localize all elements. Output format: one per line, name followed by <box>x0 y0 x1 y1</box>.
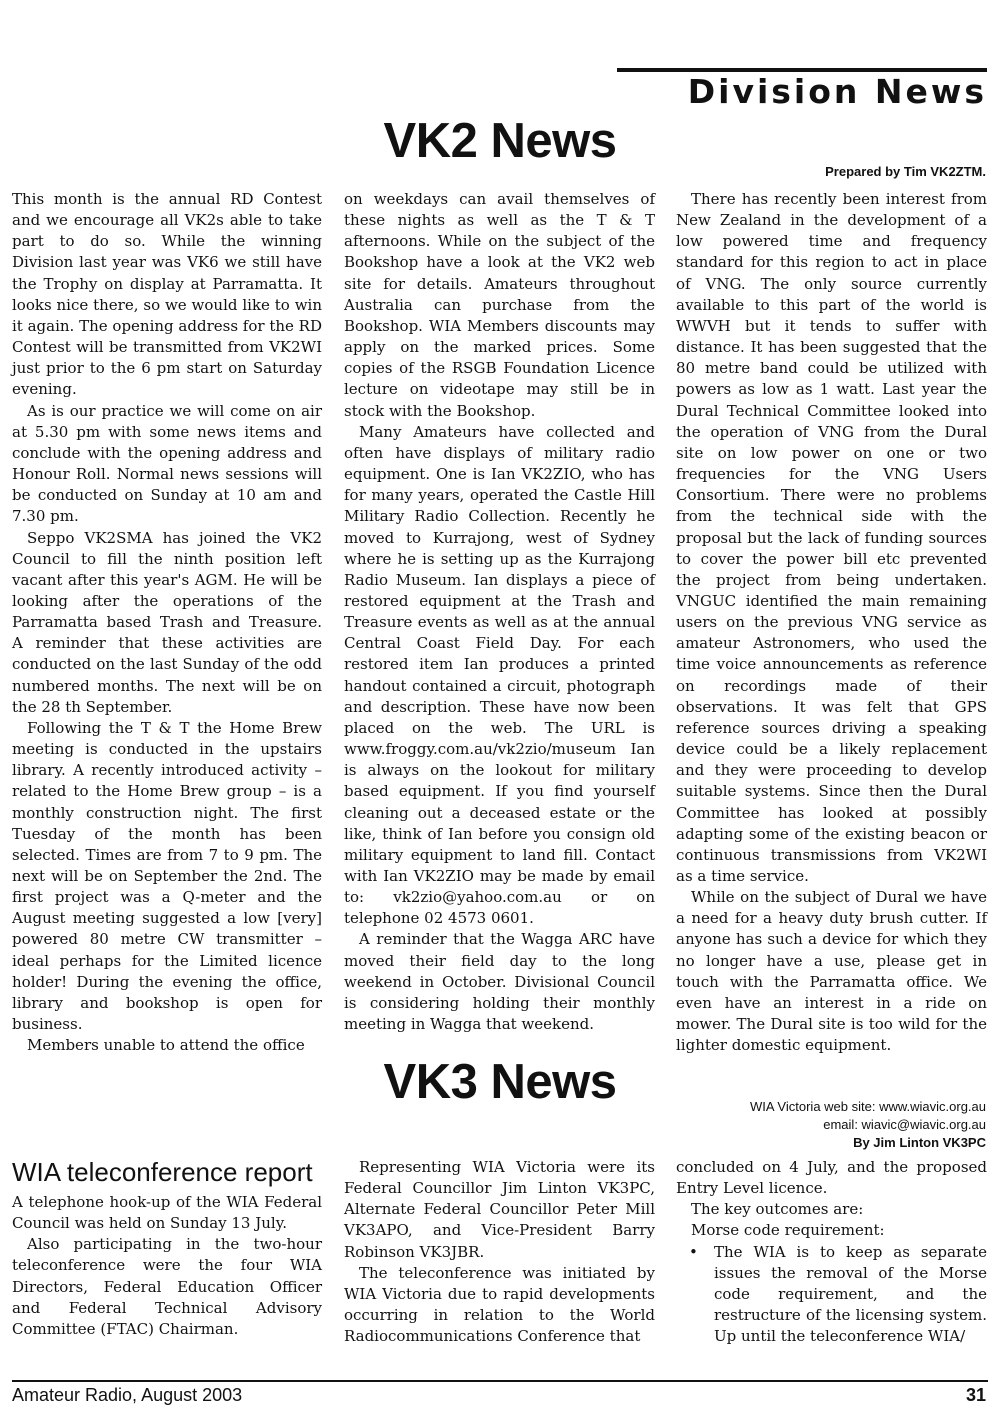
paragraph: Many Amateurs have collected and often have displays of military radio equipment. One is Ian VK2ZIO, who has for many years, operated the Castle Hill Military Radio Collection. Recently he moved to Kurrajong, west of Sydney where he is setting up as the Kurrajong Radio Museum. Ian displays a piece of restored equipment at the Trash and Treasure events as well as at the annual Central Coast Field Day. For each restored item Ian produces a printed handout contained a circuit, photograph and description. These have now been placed on the web. The URL is www.froggy.com.au/vk2zio/museum Ian is always on the lookout for military based equipment. If you find yourself cleaning out a deceased estate or the like, think of Ian before you consign old military equipment to land fill. Contact with Ian VK2ZIO may be made by email to: vk2zio@yahoo.com.au or on telephone 02 4573 0601. <box>344 422 655 928</box>
paragraph: Seppo VK2SMA has joined the VK2 Council to fill the ninth position left vacant after this year's AGM. He will be looking after the operations of the Parramatta based Trash and Treasure. A reminder that these activities are conducted on the last Sunday of the odd numbered months. The next will be on the 28 th September. <box>12 528 322 716</box>
paragraph: Also participating in the two-hour teleconference were the four WIA Directors, Federal Education Officer and Federal Technical Advisory Committee (FTAC) Chairman. <box>12 1235 322 1338</box>
list-item: • The WIA is to keep as separate issues the removal of the Morse code requirement, and the restructure of the licensing system. Up until the teleconference WIA/ <box>676 1242 987 1348</box>
paragraph: Morse code requirement: <box>691 1221 885 1240</box>
bullet-list <box>676 1242 987 1348</box>
vk3-byline: By Jim Linton VK3PC <box>853 1135 986 1150</box>
paragraph: As is our practice we will come on air at 5.30 pm with some news items and conclude with the opening address and Honour Roll. Normal news sessions will be conducted on Sunday at 10 am and 7.30 pm. <box>12 401 322 526</box>
section-header <box>617 68 987 109</box>
paragraph: There has recently been interest from New Zealand in the development of a low powered time and frequency standard for this region to act in place of VNG. The only source currently available to this part of the world is WWVH but it tends to suffer with distance. It has been suggested that the 80 metre band could be utilized with powers as low as 1 watt. Last year the Dural Technical Committee looked into the operation of VNG from the Dural site on low power on one or two frequencies for the VNG Users Consortium. There were no problems from the technical side with the proposal but the lack of funding sources to cover the power bill etc prevented the project from being undertaken. VNGUC identified the main remaining users on the previous VNG service as amateur Astronomers, who used the time voice announcements as reference on recordings made of their observations. It was felt that GPS reference sources driving a speaking device could be a likely replacement and they were proceeding to develop suitable systems. Since then the Dural Committee has looked at possibly adapting some of the existing beacon or continuous transmissions from VK2WI as a time service. <box>676 190 987 885</box>
paragraph: on weekdays can avail themselves of these nights as well as the T & T afternoons. While on the subject of the Bookshop have a look at the VK2 web site for details. Amateurs throughout Australia can purchase from the Bookshop. WIA Members discounts may apply on the marked prices. Some copies of the RSGB Foundation Licence lecture on videotape may still be in stock with the Bookshop. <box>344 190 655 420</box>
vk3-website: WIA Victoria web site: www.wiavic.org.au <box>749 1099 986 1114</box>
vk3-email: email: wiavic@wiavic.org.au <box>823 1117 986 1132</box>
paragraph: This month is the annual RD Contest and we encourage all VK2s able to take part to do so. While the winning Division last year was VK6 we still have the Trophy on display at Parramatta. It looks nice there, so we would like to win it again. The opening address for the RD Contest will be transmitted from VK2WI just prior to the 6 pm start on Saturday evening. <box>12 190 322 399</box>
paragraph: A telephone hook-up of the WIA Federal Council was held on Sunday 13 July. <box>12 1193 322 1233</box>
paragraph: concluded on 4 July, and the proposed Entry Level licence. <box>676 1158 987 1198</box>
vk3-column-2 <box>344 1157 655 1347</box>
vk2-column-1 <box>12 189 322 1056</box>
paragraph: Members unable to attend the office <box>27 1036 305 1055</box>
paragraph: Following the T & T the Home Brew meeting is conducted in the upstairs library. A recently introduced activity – related to the Home Brew group – is a monthly construction night. The first Tuesday of the month has been selected. Times are from 7 to 9 pm. The next will be on September the 2nd. The first project was a Q-meter and the August meeting suggested a low [very] powered 80 metre CW transmitter – ideal perhaps for the Limited licence holder! During the evening the office, library and bookshop is open for business. <box>12 718 322 1034</box>
paragraph: The key outcomes are: <box>691 1200 864 1219</box>
article-subheading: WIA teleconference report <box>12 1157 313 1187</box>
page-number: 31 <box>965 1385 986 1405</box>
vk2-column-2 <box>344 189 655 1035</box>
vk3-headline: VK3 News <box>383 1055 617 1109</box>
footer-rule <box>12 1380 988 1382</box>
vk2-column-3 <box>676 189 987 1056</box>
section-title: Division News <box>687 72 987 111</box>
vk3-column-3 <box>676 1157 987 1347</box>
paragraph: The teleconference was initiated by WIA Victoria due to rapid developments occurring in relation to the World Radiocommunications Conference that <box>344 1263 655 1346</box>
paragraph: Representing WIA Victoria were its Federal Councillor Jim Linton VK3PC, Alternate Federal Councillor Peter Mill VK3APO, and Vice-President Barry Robinson VK3JBR. <box>344 1158 655 1261</box>
paragraph: A reminder that the Wagga ARC have moved their field day to the long weekend in October. Divisional Council is considering holding their monthly meeting in Wagga that weekend. <box>344 930 655 1034</box>
vk3-column-1 <box>12 1157 322 1340</box>
paragraph: While on the subject of Dural we have a need for a heavy duty brush cutter. If anyone has such a device for which they no longer have a use, please get in touch with the Parramatta office. We even have an interest in a ride on mower. The Dural site is too wild for the lighter domestic equipment. <box>676 888 987 1055</box>
vk2-headline: VK2 News <box>383 114 617 168</box>
vk2-byline: Prepared by Tim VK2ZTM. <box>825 164 986 179</box>
footer-publication: Amateur Radio, August 2003 <box>12 1385 243 1405</box>
